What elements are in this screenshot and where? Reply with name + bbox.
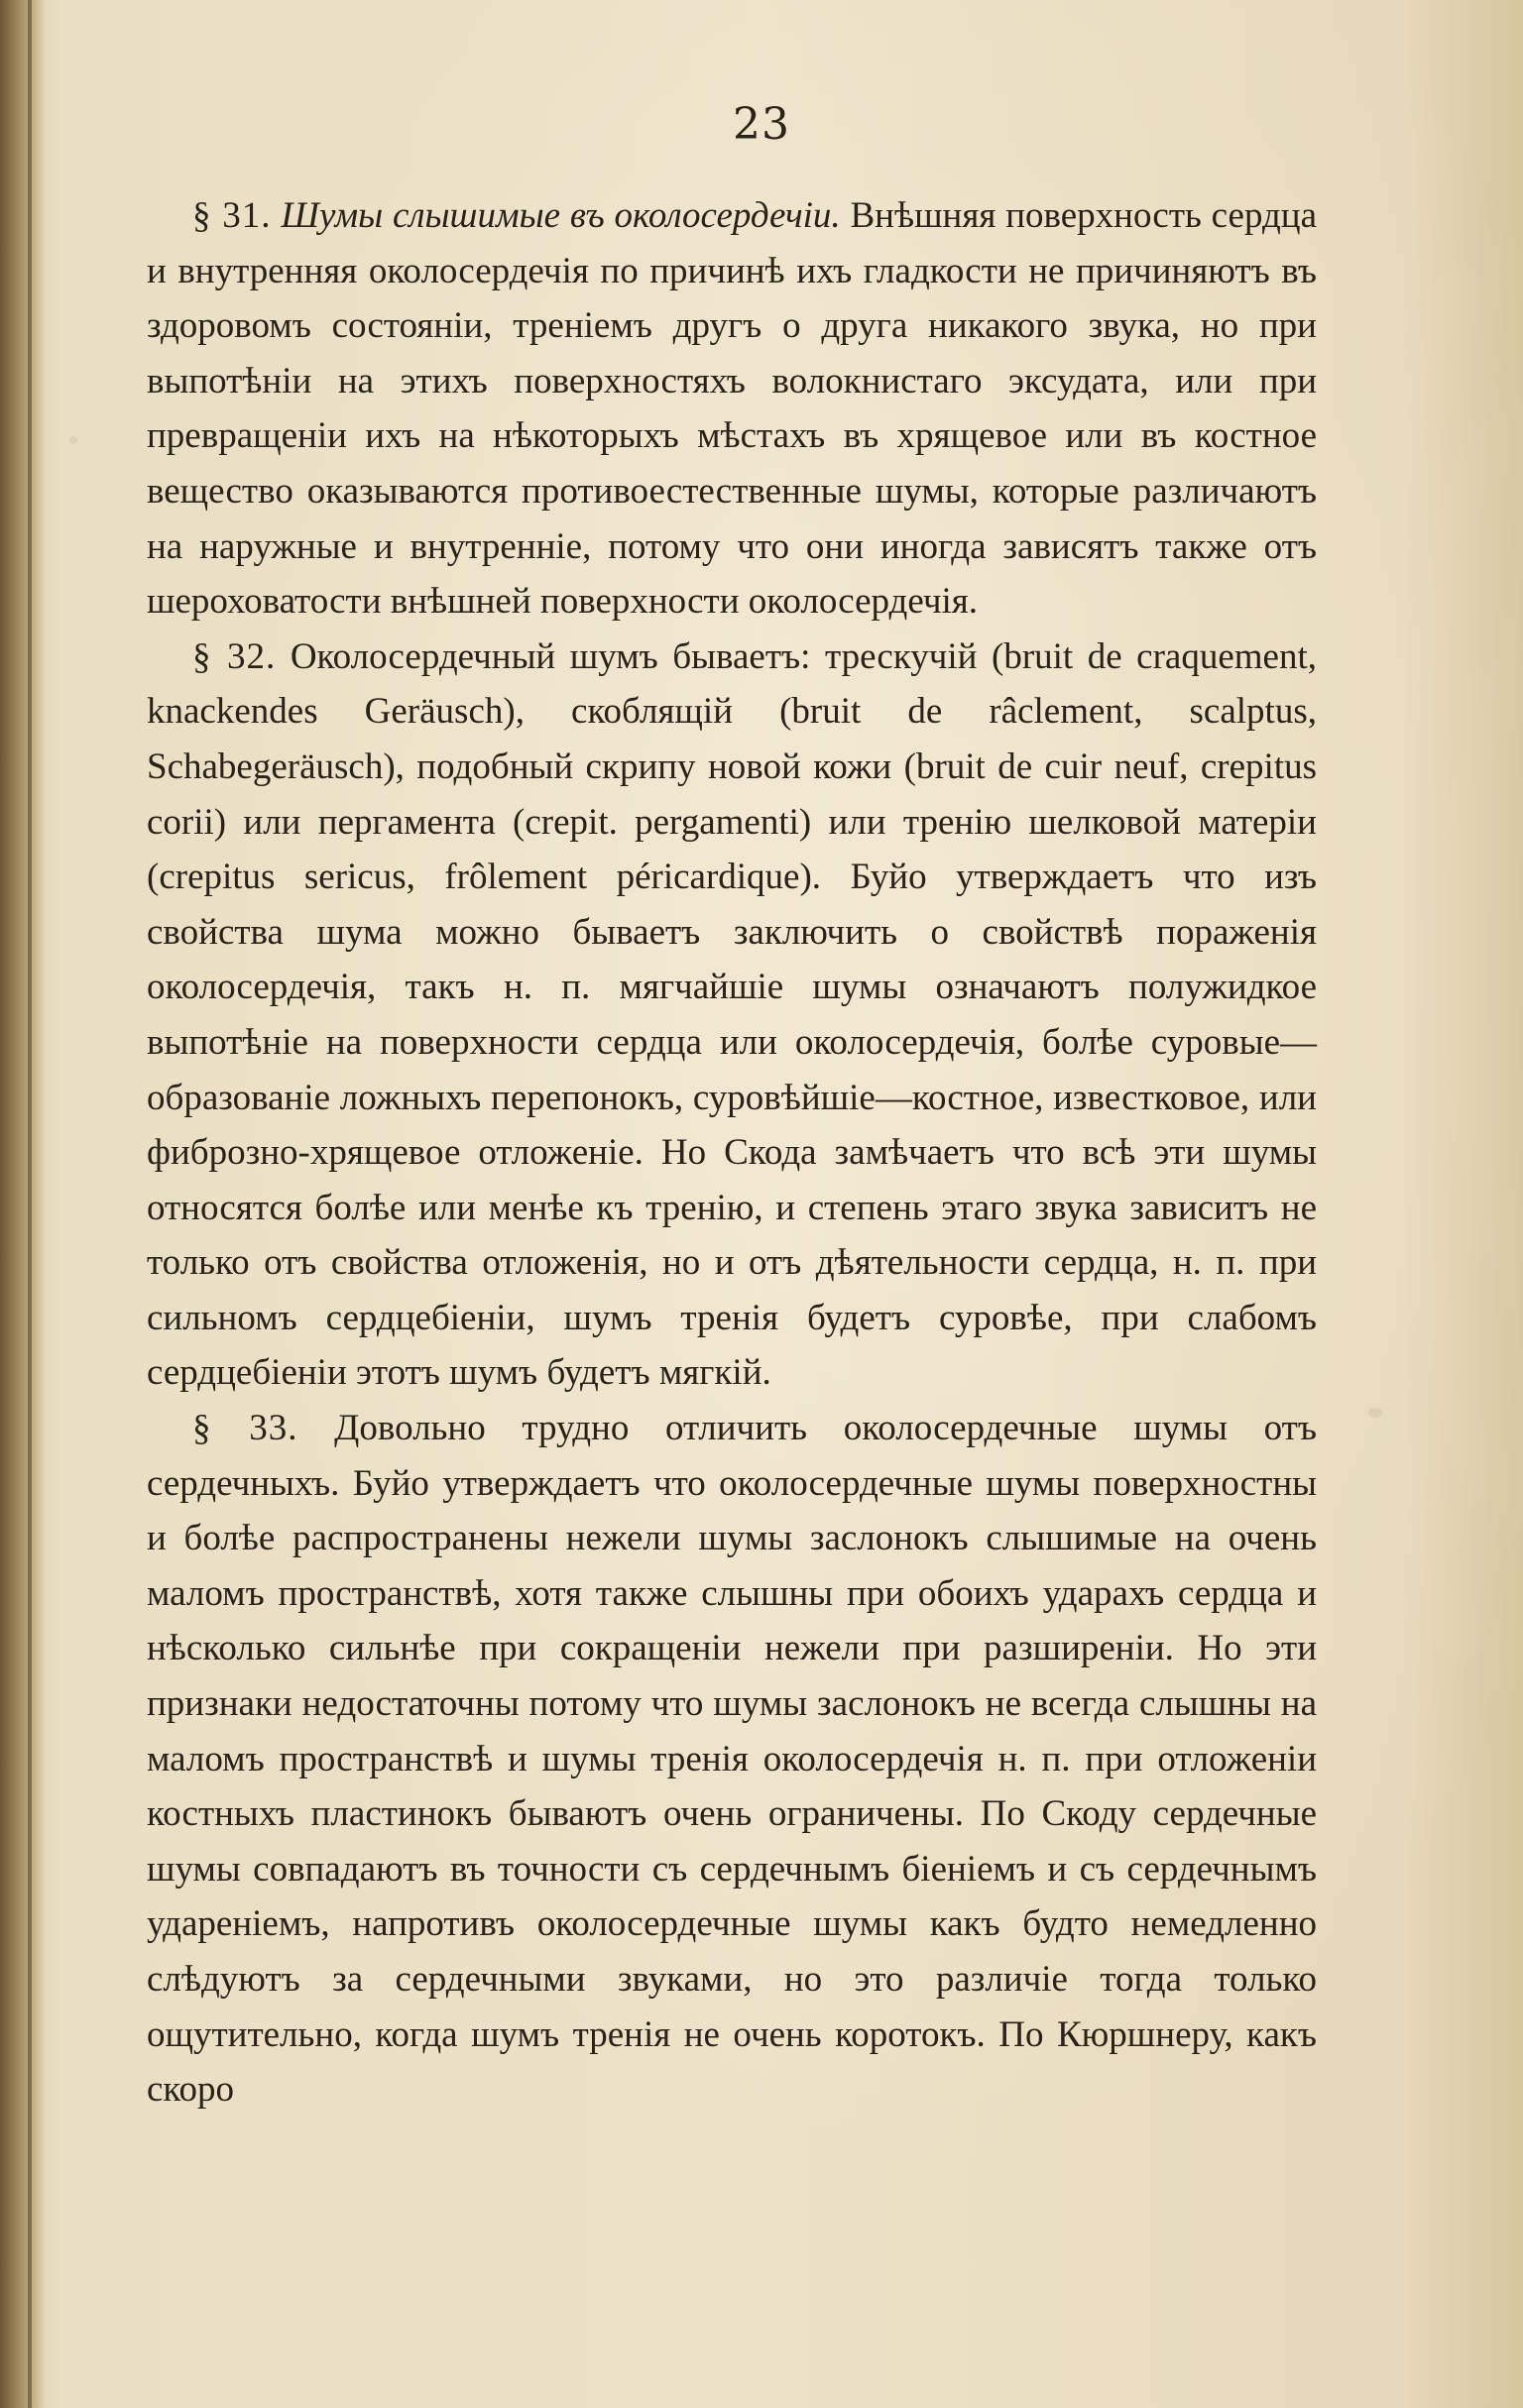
page-number: 23 [733, 99, 790, 150]
section-marker: § 31. [192, 195, 272, 236]
paper-stain [1368, 1408, 1382, 1418]
paragraph-31 [147, 188, 1317, 630]
paper-stain [69, 436, 77, 444]
section-marker: § 33. [192, 1408, 298, 1449]
paragraph-33 [147, 1401, 1317, 2118]
paragraph-text: Довольно трудно отличить околосердечные шумы отъ сердечныхъ. Буйо утверждаетъ что околосердечные шумы поверхностны и болѣе распространены нежели шумы заслонокъ слышимые на очень маломъ пространствѣ, хотя также слышны при обоихъ ударахъ сердца и нѣсколько сильнѣе при сокращеніи нежели при разширеніи. Но эти признаки недостаточны потому что шумы заслонокъ не всегда слышны на маломъ пространствѣ и шумы тренія околосердечія н. п. при отложеніи костныхъ пластинокъ бываютъ очень ограничены. По Скоду сердечные шумы совпадаютъ въ точности съ сердечнымъ біеніемъ и съ сердечнымъ удареніемъ, напротивъ околосердечные шумы какъ будто немедленно слѣдуютъ за сердечными звуками, но это различіе тогда только ощутительно, когда шумъ тренія не очень коротокъ. По Кюршнеру, какъ скоро [147, 1408, 1317, 2111]
section-marker: § 32. [192, 635, 277, 677]
paragraph-32 [147, 630, 1317, 1401]
document-body [147, 188, 1317, 2118]
paragraph-text: Околосердечный шумъ бываетъ: трескучій (bruit de craquement, knackendes Geräusch), скоблящій (bruit de râclement, scalptus, Schabegeräusch), подобный скрипу новой кожи (bruit de cuir neuf, crepitus corii) или пергамента (crepit. pergamenti) или тренію шелковой матеріи (crepitus sericus, frôlement péricardique). Буйо утверждаетъ что изъ свойства шума можно бываетъ заключить о свойствѣ пораженія околосердечія, такъ н. п. мягчайшіе шумы означаютъ полужидкое выпотѣніе на поверхности сердца или околосердечія, болѣе суровые—образованіе ложныхъ перепонокъ, суровѣйшіе—костное, известковое, или фиброзно-хрящевое отложеніе. Но Скода замѣчаетъ что всѣ эти шумы относятся болѣе или менѣе къ тренію, и степень этаго звука зависитъ не только отъ свойства отложенія, но и отъ дѣятельности сердца, н. п. при сильномъ сердцебіеніи, шумъ тренія будетъ суровѣе, при слабомъ сердцебіеніи этотъ шумъ будетъ мягкій. [147, 635, 1317, 1394]
binding-shadow-line [28, 0, 32, 2408]
section-title: Шумы слышимые въ околосердечіи. [281, 195, 841, 236]
book-binding-edge [0, 0, 46, 2408]
paragraph-text: Внѣшняя поверхность сердца и внутренняя околосердечія по причинѣ ихъ гладкости не причиняютъ въ здоровомъ состояніи, треніемъ другъ о друга никакого звука, но при выпотѣніи на этихъ поверхностяхъ волокнистаго эксудата, или при превращеніи ихъ на нѣкоторыхъ мѣстахъ въ хрящевое или въ костное вещество оказываются противоестественные шумы, которые различаютъ на наружные и внутренніе, потому что они иногда зависятъ также отъ шероховатости внѣшней поверхности околосердечія. [147, 195, 1318, 623]
